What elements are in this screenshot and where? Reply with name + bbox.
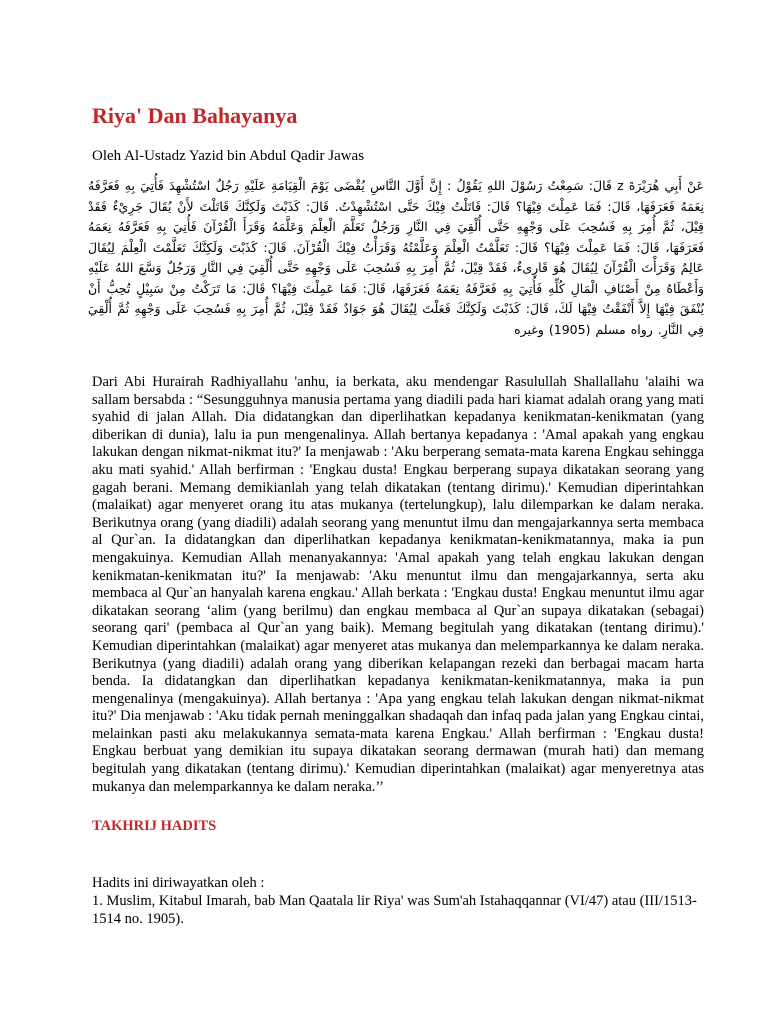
takhrij-heading: TAKHRIJ HADITS: [92, 818, 217, 834]
hadith-intro: Hadits ini diriwayatkan oleh :: [92, 875, 265, 891]
translation-paragraph: Dari Abi Hurairah Radhiyallahu 'anhu, ia berkata, aku mendengar Rasulullah Shallallahu 'alaihi wa sallam bersabda : “Sesungguhnya manusia pertama yang diadili pada hari kiamat adalah orang yang mati syahid di jalan Allah. Dia didatangkan dan diperlihatkan kepadanya kenikmatan-kenikmatan (yang diberikan di dunia), lalu ia pun mengenalinya. Allah bertanya kepadanya : 'Amal apakah yang engkau lakukan dengan nikmat-nikmat itu?' Ia menjawab : 'Aku berperang semata-mata karena Engkau sehingga aku mati syahid.' Allah berfirman : 'Engkau dusta! Engkau berperang supaya dikatakan seorang yang gagah berani. Memang demikianlah yang telah dikatakan (tentang dirimu).' Kemudian diperintahkan (malaikat) agar menyeret orang itu atas mukanya (tertelungkup), lalu dilemparkan ke dalam neraka. Berikutnya orang (yang diadili) adalah seorang yang menuntut ilmu dan mengajarkannya serta membaca al Qur`an. Ia didatangkan dan diperlihatkan kepadanya kenikmatan-kenikmatannya, maka ia pun mengakuinya. Kemudian Allah menanyakannya: 'Amal apakah yang telah engkau lakukan dengan kenikmatan-kenikmatan itu?' Ia menjawab: 'Aku menuntut ilmu dan mengajarkannya, serta aku membaca al Qur`an hanyalah karena engkau.' Allah berkata : 'Engkau dusta! Engkau menuntut ilmu agar dikatakan seorang ‘alim (yang berilmu) dan engkau membaca al Qur`an supaya dikatakan (sebagai) seorang qari' (pembaca al Qur`an yang baik). Memang begitulah yang dikatakan (tentang dirimu).' Kemudian diperintahkan (malaikat) agar menyeret atas mukanya dan melemparkannya ke dalam neraka. Berikutnya (yang diadili) adalah orang yang diberikan kelapangan rezeki dan berbagai macam harta benda. Ia didatangkan dan diperlihatkan kepadanya kenikmatan-kenikmatannya, maka ia pun mengenalinya (mengakuinya). Allah bertanya : 'Apa yang engkau telah lakukan dengan nikmat-nikmat itu?' Dia menjawab : 'Aku tidak pernah meninggalkan shadaqah dan infaq pada jalan yang Engkau cintai, melainkan pasti aku melakukannya semata-mata karena Engkau.' Allah berfirman : 'Engkau dusta! Engkau berbuat yang demikian itu supaya dikatakan seorang dermawan (murah hati) dan memang begitulah yang dikatakan (tentang dirimu).' Kemudian diperintahkan (malaikat) agar menyeretnya atas mukanya dan melemparkannya ke dalam neraka.’’: [92, 374, 704, 795]
hadith-source-list: [92, 893, 704, 928]
list-item: 1. Muslim, Kitabul Imarah, bab Man Qaatala lir Riya' was Sum'ah Istahaqqannar (VI/47) atau (III/1513-1514 no. 1905).: [92, 893, 697, 927]
arabic-hadith-text: عَنْ أَبِي هُرَيْرَةَ z قَالَ: سَمِعْتُ رَسُوْلَ اللهِ يَقُوْلُ : إِنَّ أَوَّلَ النَّاسِ يُقْضَى يَوْمَ الْقِيَامَةِ عَلَيْهِ رَجُلٌ اسْتُشْهِدَ فَأُتِيَ بِهِ فَعَرَّفَهُ نِعَمَهُ فَعَرَفَهَا، قَالَ: فَمَا عَمِلْتَ فِيْهَا؟ قَالَ: قَاتَلْتُ فِيْكَ حَتَّى اسْتُشْهِدْتُ. قَالَ: كَذَبْتَ وَلَكِنَّكَ قَاتَلْتَ لأَنْ يُقَالَ جَرِيْءٌ فَقَدْ قِيْلَ، ثُمَّ أُمِرَ بِهِ فَسُحِبَ عَلَى وَجْهِهِ حَتَّى أُلْقِيَ فِي النَّارِ وَرَجُلٌ تَعَلَّمَ الْعِلْمَ وَعَلَّمَهُ وَقَرَأَ الْقُرْآنَ فَأُتِيَ بِهِ فَعَرَّفَهُ نِعَمَهُ فَعَرَفَهَا، قَالَ: فَمَا عَمِلْتَ فِيْهَا؟ قَالَ: تَعَلَّمْتُ الْعِلْمَ وَعَلَّمْتُهُ وَقَرَأْتُ فِيْكَ الْقُرْآنَ. قَالَ: كَذَبْتَ وَلَكِنَّكَ تَعَلَّمْتَ الْعِلْمَ لِيُقَالَ عَالِمٌ وَقَرَأْتَ الْقُرْآنَ لِيُقَالَ هُوَ قَارِىءٌ، فَقَدْ قِيْلَ، ثُمَّ أُمِرَ بِهِ فَسُحِبَ عَلَى وَجْهِهِ حَتَّى أُلْقِيَ فِي النَّارِ وَرَجُلٌ وَسَّعَ اللهُ عَلَيْهِ وَأَعْطَاهُ مِنْ أَصْنَافِ الْمَالِ كُلِّهِ فَأُتِيَ بِهِ فَعَرَّفَهُ نِعَمَهُ فَعَرَفَهَا، قَالَ: فَمَا عَمِلْتَ فِيْهَا؟ قَالَ: مَا تَرَكْتُ مِنْ سَبِيْلٍ تُحِبُّ أَنْ يُنْفَقَ فِيْهَا إِلاَّ أَنْفَقْتُ فِيْهَا لَكَ، قَالَ: كَذَبْتَ وَلَكِنَّكَ فَعَلْتَ لِيُقَالَ هُوَ جَوَادٌ فَقَدْ قِيْلَ، ثُمَّ أُمِرَ بِهِ فَسُحِبَ عَلَى وَجْهِهِ ثُمَّ أُلْقِيَ فِي النَّارِ. رواه مسلم (1905) وغيره: [88, 178, 704, 337]
author-line: Oleh Al-Ustadz Yazid bin Abdul Qadir Jawas: [92, 148, 365, 164]
document-title: Riya' Dan Bahayanya: [92, 103, 298, 128]
